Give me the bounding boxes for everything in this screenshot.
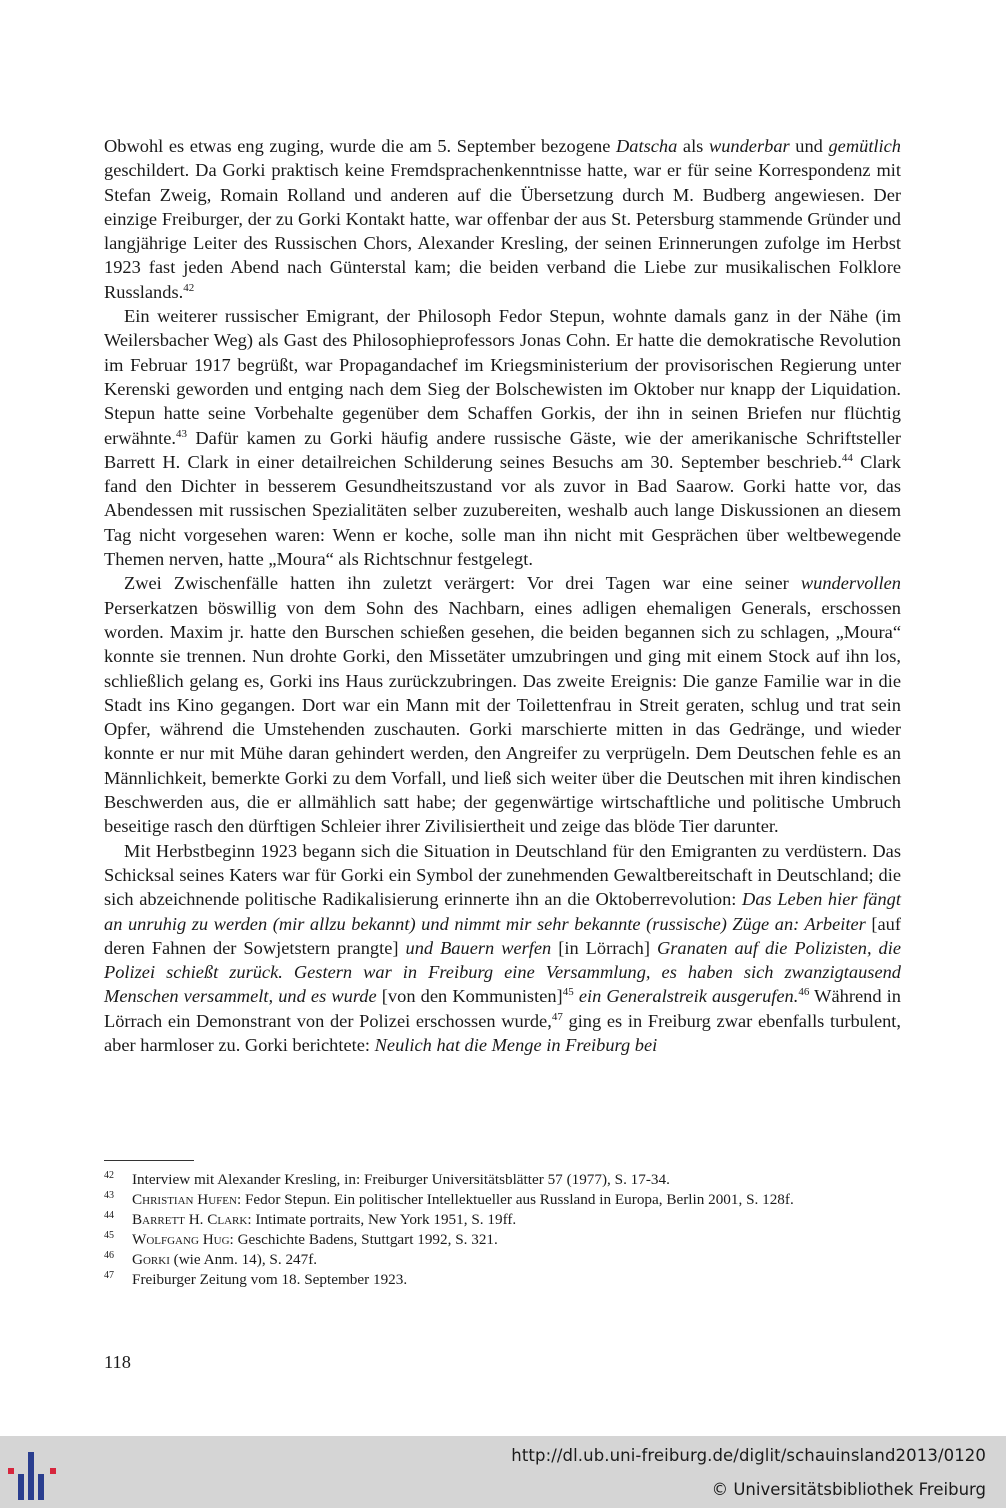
emphasis-text: wundervollen (800, 573, 901, 594)
page-number: 118 (104, 1352, 131, 1372)
author-name: Wolfgang Hug (132, 1231, 230, 1248)
footnote-number: 42 (104, 1170, 114, 1181)
footnote-reference: 42 (183, 281, 195, 294)
footnote (104, 1190, 901, 1210)
author-name: Gorki (132, 1251, 170, 1268)
emphasis-text: Neulich hat die Menge in Freiburg bei (374, 1034, 658, 1055)
text-run: Während in Lörrach ein Demonstrant von der Polizei erschossen wurde, (104, 986, 901, 1031)
emphasis-text: gemütlich (828, 136, 902, 156)
paragraph (104, 134, 901, 304)
footnote-number: 44 (104, 1210, 114, 1221)
text-run: : Geschichte Badens, Stuttgart 1992, S. 321. (229, 1231, 498, 1248)
footnote-number: 45 (104, 1230, 114, 1241)
author-name: Barrett H. Clark (132, 1211, 248, 1228)
source-url-link[interactable]: http://dl.ub.uni-freiburg.de/diglit/schauinsland2013/0120 (511, 1446, 986, 1465)
text-run: geschildert. Da Gorki praktisch keine Fremdsprachenkenntnisse hatte, war er für seine Korrespondenz mit Stefan Zweig, Romain Rolland und anderen auf die Übersetzung durch M. Budberg angewiesen. Der einzige Freiburger, der zu Gorki Kontakt hatte, war offenbar der aus St. Petersburg stammende Gründer und langjährige Leiter des Russischen Chors, Alexander Kresling, der seinen Erinnerungen zufolge im Herbst 1923 fast jeden Abend nach Günterstal kam; die beiden verband die Liebe zur musikalischen Folklore Russlands. (104, 160, 901, 302)
text-run: (wie Anm. 14), S. 247f. (169, 1251, 318, 1268)
footnote-number: 47 (104, 1270, 114, 1281)
emphasis-text: und Bauern werfen (405, 937, 552, 958)
footnotes (104, 1170, 901, 1290)
text-run: als (677, 136, 709, 156)
text-run: [von den Kommunisten] (376, 986, 563, 1007)
emphasis-text: wunderbar (708, 136, 790, 156)
text-run: [in Lörrach] (551, 937, 657, 958)
paragraph (104, 571, 901, 838)
paragraph (104, 304, 901, 571)
text-run: und (789, 136, 829, 156)
text-run: Dafür kamen zu Gorki häufig andere russische Gäste, wie der amerikanische Schriftsteller Barrett H. Clark in einer detailreichen Schilderung seines Besuchs am 30. September beschrieb. (104, 427, 901, 472)
copyright-notice: © Universitätsbibliothek Freiburg (711, 1480, 986, 1499)
footnote-number: 46 (104, 1250, 114, 1261)
footnote-reference: 45 (562, 986, 574, 999)
text-run: : Fedor Stepun. Ein politischer Intellektueller aus Russland in Europa, Berlin 2001, S. 128f. (236, 1191, 794, 1208)
text-run: Freiburger Zeitung vom 18. September 1923. (132, 1271, 408, 1288)
footnote-number: 43 (104, 1190, 114, 1201)
text-run: : Intimate portraits, New York 1951, S. 19ff. (247, 1211, 517, 1228)
text-run: Interview mit Alexander Kresling, in: Freiburger Universitätsblätter 57 (1977), S. 17-34. (132, 1171, 670, 1188)
paragraph (104, 839, 901, 1058)
text-run: [auf deren Fahnen der Sowjetstern prangte] (104, 913, 901, 958)
footnote-reference: 46 (798, 986, 810, 999)
footnote (104, 1250, 901, 1270)
body-text (104, 134, 901, 1057)
text-run: Perserkatzen böswillig von dem Sohn des Nachbarn, eines adligen ehemaligen Generals, erschossen worden. Maxim jr. hatte den Burschen schießen gesehen, die beiden begannen sich zu schlagen, „Moura“ konnte sie trennen. Nun drohte Gorki, den Missetäter umzubringen und ging mit einem Stock auf ihn los, schließlich gelang es, Gorki ins Haus zurückzubringen. Das zweite Ereignis: Die ganze Familie war in die Stadt ins Kino gegangen. Dort war ein Mann mit der Toilettenfrau in Streit geraten, schlug und trat sein Opfer, während die Umstehenden zuschauten. Gorki marschierte mitten in das Gedränge, und wieder konnte er nur mit Mühe daran gehindert werden, den Angreifer zu verprügeln. Dem Deutschen fehle es an Männlichkeit, bemerkte Gorki zu dem Vorfall, und ließ sich weiter über die Deutschen mit ihren kindischen Beschwerden aus, die er allmählich satt habe; der gegenwärtige wirtschaftliche und politische Umbruch beseitige rasch den dürftigen Schleier ihrer Zivilisiertheit und zeige das blöde Tier darunter. (104, 597, 901, 837)
text-run: ging es in Freiburg zwar ebenfalls turbulent, aber harmloser zu. Gorki berichtete: (104, 1010, 902, 1055)
footnote-reference: 47 (551, 1010, 563, 1023)
library-footer (0, 1436, 1006, 1508)
footnote-separator (104, 1160, 194, 1161)
footnote (104, 1230, 901, 1250)
text-run: Obwohl es etwas eng zuging, wurde die am 5. September bezogene (104, 136, 617, 156)
footnote-reference: 43 (176, 427, 187, 440)
emphasis-text: Das Leben hier fängt an unruhig zu werden (mir allzu bekannt) und nimmt mir sehr bekannte (russische) Züge an: Arbeiter (104, 889, 901, 934)
emphasis-text: Datscha (616, 136, 678, 156)
footnote (104, 1270, 901, 1290)
text-run: Mit Herbstbeginn 1923 begann sich die Situation in Deutschland für den Emigranten zu verdüstern. Das Schicksal seines Katers war für Gorki ein Symbol der zunehmenden Gewaltbereitschaft in Deutschland; die sich abzeichnende politische Radikalisierung erinnerte ihn an die Oktoberrevolution: (104, 840, 901, 910)
university-library-logo-icon (4, 1444, 64, 1504)
text-run: Ein weiterer russischer Emigrant, der Philosoph Fedor Stepun, wohnte damals ganz in der Nähe (im Weilersbacher Weg) als Gast des Philosophieprofessors Jonas Cohn. Er hatte die demokratische Revolution im Februar 1917 begrüßt, war Propagandachef im Kriegsministerium der provisorischen Regierung unter Kerenski geworden und entging nach dem Sieg der Bolschewisten im Oktober nur knapp der Liquidation. Stepun hatte seine Vorbehalte gegenüber dem Schaffen Gorkis, der ihn in seinen Briefen nur flüchtig erwähnte. (104, 306, 901, 448)
footnote-reference: 44 (841, 451, 853, 464)
text-run: Zwei Zwischenfälle hatten ihn zuletzt verärgert: Vor drei Tagen war eine seiner (124, 573, 801, 594)
emphasis-text: Granaten auf die Polizisten, die Polizei schießt zurück. Gestern war in Freiburg eine Versammlung, es haben sich zwanzigtausend Menschen versammelt, und es wurde (104, 937, 901, 1007)
text-run: Clark fand den Dichter in besserem Gesundheitszustand vor als zuvor in Bad Saarow. Gorki hatte vor, das Abendessen mit russischen Spezialitäten selber zuzubereiten, weshalb auch lange Diskussionen an diesem Tag nicht vorgesehen waren: Wenn er koche, solle man ihn nicht mit Gesprächen über weltbewegende Themen nerven, hatte „Moura“ als Richtschnur festgelegt. (104, 451, 901, 570)
emphasis-text: ein Generalstreik ausgerufen. (578, 986, 799, 1007)
author-name: Christian Hufen (132, 1191, 237, 1208)
footnote (104, 1170, 901, 1190)
footnote (104, 1210, 901, 1230)
